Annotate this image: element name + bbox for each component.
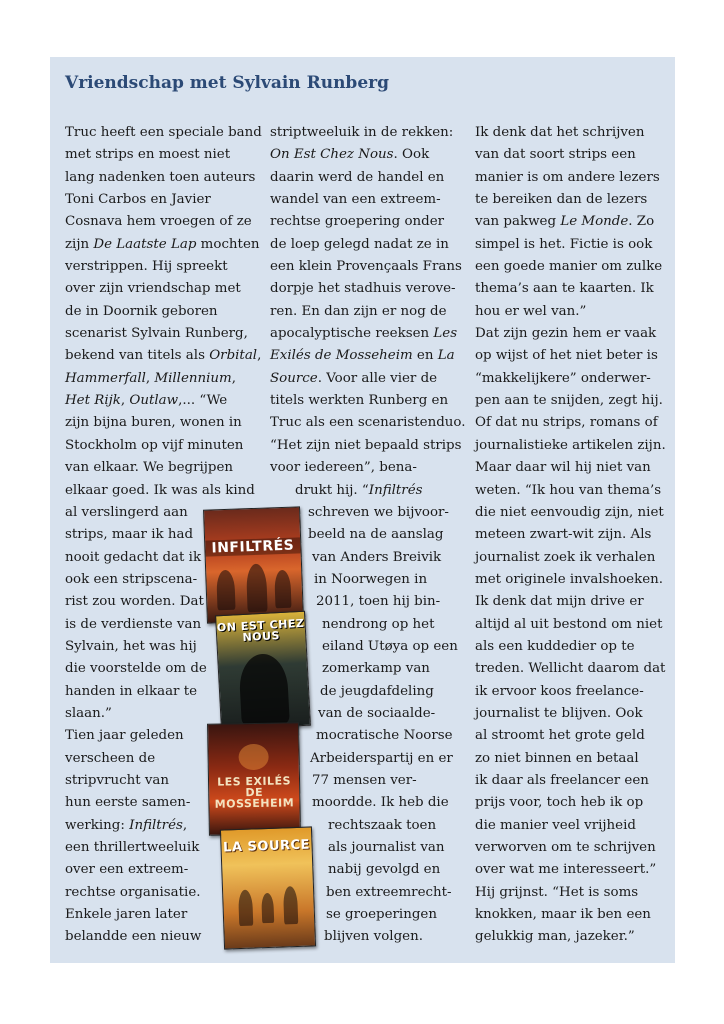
- text-segment: meteen zwart-wit zijn. Als: [475, 527, 652, 543]
- text-segment: daarin werd de handel en: [270, 169, 445, 185]
- text-segment: ren. En dan zijn er nog de: [270, 303, 447, 319]
- text-line: [270, 480, 466, 502]
- text-segment: voor iedereen”, bena-: [270, 460, 417, 476]
- text-line: [65, 278, 262, 300]
- text-segment: in Noorwegen in: [314, 571, 428, 587]
- text-segment: ,: [231, 370, 237, 386]
- italic-text: Les: [433, 326, 458, 342]
- text-segment: journalistieke artikelen zijn.: [475, 437, 666, 453]
- text-line: [270, 278, 466, 300]
- text-segment: rist zou worden. Dat: [65, 594, 204, 610]
- text-segment: met originele invalshoeken.: [475, 571, 664, 587]
- italic-text: Orbital: [209, 348, 258, 364]
- italic-text: Infiltrés: [368, 482, 423, 498]
- text-line: [475, 211, 666, 233]
- text-segment: ook een stripscena-: [65, 571, 198, 587]
- text-segment: eiland Utøya op een: [322, 638, 458, 654]
- text-line: [475, 368, 666, 390]
- text-line: [270, 234, 466, 256]
- text-line: [475, 502, 666, 524]
- text-line: [65, 211, 262, 233]
- article-title: Vriendschap met Sylvain Runberg: [65, 73, 389, 93]
- italic-text: Le Monde: [560, 214, 629, 230]
- text-line: [65, 435, 262, 457]
- text-segment: Dat zijn gezin hem er vaak: [475, 326, 657, 342]
- text-column-3: [475, 122, 666, 949]
- book-cover-les-exiles-de-mosseheim: [207, 722, 301, 836]
- italic-text: La: [437, 348, 455, 364]
- text-segment: titels werkten Runberg en: [270, 393, 449, 409]
- text-line: [475, 569, 666, 591]
- text-segment: Enkele jaren later: [65, 907, 188, 923]
- text-segment: over zijn vriendschap met: [65, 281, 241, 297]
- text-line: [65, 167, 262, 189]
- text-line: [475, 167, 666, 189]
- text-segment: verscheen de: [65, 750, 156, 766]
- text-line: [475, 144, 666, 166]
- text-line: [65, 234, 262, 256]
- text-line: [270, 256, 466, 278]
- text-segment: journalist te blijven. Ook: [475, 705, 643, 721]
- text-segment: zomerkamp van: [322, 661, 430, 677]
- text-segment: ,: [120, 393, 130, 409]
- text-line: [65, 144, 262, 166]
- text-segment: mochten: [196, 236, 260, 252]
- text-segment: . Ook: [393, 147, 430, 163]
- text-segment: zijn: [65, 236, 94, 252]
- text-line: [475, 636, 666, 658]
- text-segment: Maar daar wil hij niet van: [475, 460, 651, 476]
- text-line: [475, 748, 666, 770]
- text-line: [475, 614, 666, 636]
- text-line: [270, 412, 466, 434]
- text-line: [65, 256, 262, 278]
- text-line: [270, 144, 466, 166]
- text-segment: ,: [182, 817, 188, 833]
- text-segment: een goede manier om zulke: [475, 259, 663, 275]
- text-segment: 77 mensen ver-: [312, 772, 417, 788]
- text-segment: nendrong op het: [322, 616, 435, 632]
- text-segment: Stockholm op vijf minuten: [65, 437, 244, 453]
- text-segment: ik ervoor koos freelance-: [475, 683, 644, 699]
- text-line: [270, 122, 466, 144]
- text-line: [475, 189, 666, 211]
- text-line: [475, 770, 666, 792]
- text-line: [270, 345, 466, 367]
- text-line: [475, 725, 666, 747]
- text-segment: over een extreem-: [65, 862, 189, 878]
- italic-text: De Laatste Lap: [93, 236, 197, 252]
- text-segment: die niet eenvoudig zijn, niet: [475, 504, 664, 520]
- text-segment: lang nadenken toen auteurs: [65, 169, 256, 185]
- italic-text: Exilés de Mosseheim: [270, 348, 413, 364]
- text-segment: dorpje het stadhuis verove-: [270, 281, 456, 297]
- text-line: [475, 591, 666, 613]
- text-line: [270, 211, 466, 233]
- text-segment: gelukkig man, jazeker.”: [475, 929, 635, 945]
- text-segment: al stroomt het grote geld: [475, 728, 645, 744]
- text-line: [270, 435, 466, 457]
- text-segment: beeld na de aanslag: [308, 527, 444, 543]
- text-segment: “Het zijn niet bepaald strips: [270, 437, 462, 453]
- text-segment: hun eerste samen-: [65, 795, 191, 811]
- book-cover-infiltres: [203, 506, 304, 623]
- text-segment: handen in elkaar te: [65, 683, 198, 699]
- text-line: [475, 904, 666, 926]
- text-segment: met strips en moest niet: [65, 147, 231, 163]
- text-segment: knokken, maar ik ben een: [475, 907, 651, 923]
- text-line: [475, 323, 666, 345]
- italic-text: Infiltrés: [129, 817, 183, 833]
- text-segment: en: [412, 348, 438, 364]
- text-segment: van pakweg: [475, 214, 561, 230]
- italic-text: Het Rijk: [65, 393, 121, 409]
- text-segment: scenarist Sylvain Runberg,: [65, 326, 248, 342]
- text-segment: die voorstelde om de: [65, 661, 207, 677]
- text-segment: van dat soort strips een: [475, 147, 636, 163]
- italic-text: Hammerfall: [65, 370, 146, 386]
- text-segment: als journalist van: [328, 840, 445, 855]
- text-line: [65, 412, 262, 434]
- text-segment: al verslingerd aan: [65, 504, 188, 520]
- text-segment: Of dat nu strips, romans of: [475, 415, 658, 431]
- text-segment: Ik denk dat mijn drive er: [475, 594, 644, 610]
- text-line: [475, 547, 666, 569]
- italic-text: Millennium: [154, 370, 232, 386]
- text-line: [475, 815, 666, 837]
- cover-title: LA SOURCE: [222, 837, 311, 856]
- text-segment: 2011, toen hij bin-: [316, 594, 441, 610]
- text-line: [65, 390, 262, 412]
- text-segment: se groeperingen: [326, 907, 437, 923]
- text-segment: de loep gelegd nadat ze in: [270, 236, 449, 252]
- text-segment: is de verdienste van: [65, 616, 202, 632]
- text-line: [65, 189, 262, 211]
- book-cover-on-est-chez-nous: [215, 611, 311, 731]
- text-line: [65, 480, 262, 502]
- text-line: [270, 167, 466, 189]
- text-segment: slaan.”: [65, 705, 112, 721]
- text-line: [270, 368, 466, 390]
- text-segment: Tien jaar geleden: [65, 728, 184, 744]
- text-segment: treden. Wellicht daarom dat: [475, 661, 666, 677]
- text-segment: Arbeiderspartij en er: [310, 750, 453, 766]
- text-segment: prijs voor, toch heb ik op: [475, 795, 644, 811]
- text-line: [65, 301, 262, 323]
- text-segment: hou er wel van.”: [475, 303, 587, 319]
- text-line: [475, 837, 666, 859]
- text-segment: ben extreemrecht-: [326, 884, 452, 900]
- text-segment: apocalyptische reeksen: [270, 326, 434, 342]
- text-segment: bekend van titels als: [65, 348, 210, 364]
- text-line: [65, 323, 262, 345]
- text-segment: stripvrucht van: [65, 772, 170, 788]
- text-line: [270, 457, 466, 479]
- text-line: [475, 435, 666, 457]
- italic-text: On Est Chez Nous: [270, 147, 394, 163]
- text-segment: een klein Provençaals Frans: [270, 259, 462, 275]
- text-segment: zo niet binnen en betaal: [475, 750, 639, 766]
- text-segment: moordde. Ik heb die: [312, 795, 449, 811]
- text-line: [475, 345, 666, 367]
- text-segment: die manier veel vrijheid: [475, 817, 636, 833]
- text-segment: rechtse organisatie.: [65, 884, 201, 900]
- text-segment: verworven om te schrijven: [475, 840, 656, 855]
- text-segment: altijd al uit bestond om niet: [475, 616, 663, 632]
- text-line: [475, 681, 666, 703]
- text-segment: van Anders Breivik: [312, 549, 442, 565]
- text-segment: . Voor alle vier de: [317, 370, 438, 386]
- book-cover-la-source: [220, 826, 316, 949]
- text-segment: nooit gedacht dat ik: [65, 549, 202, 565]
- cover-title: ON EST CHEZ NOUS: [216, 616, 305, 645]
- text-line: [65, 345, 262, 367]
- text-segment: Hij grijnst. “Het is soms: [475, 884, 639, 900]
- text-segment: strips, maar ik had: [65, 527, 194, 543]
- text-segment: pen aan te snijden, zegt hij.: [475, 393, 663, 409]
- text-line: [475, 703, 666, 725]
- text-segment: de in Doornik geboren: [65, 303, 218, 319]
- italic-text: Outlaw: [129, 393, 179, 409]
- text-line: [475, 859, 666, 881]
- text-line: [65, 122, 262, 144]
- text-segment: rechtszaak toen: [328, 817, 437, 833]
- cover-title: INFILTRÉS: [205, 537, 301, 556]
- text-segment: nabij gevolgd en: [328, 862, 441, 878]
- text-segment: thema’s aan te kaarten. Ik: [475, 281, 654, 297]
- text-line: [475, 234, 666, 256]
- text-segment: over wat me interesseert.”: [475, 862, 657, 878]
- text-segment: “makkelijkere” onderwer-: [475, 370, 651, 386]
- text-segment: te bereiken dan de lezers: [475, 192, 648, 208]
- text-segment: werking:: [65, 817, 130, 833]
- text-segment: Cosnava hem vroegen of ze: [65, 214, 252, 230]
- text-line: [270, 301, 466, 323]
- text-segment: wandel van een extreem-: [270, 192, 441, 208]
- text-line: [270, 189, 466, 211]
- italic-text: Source: [270, 370, 318, 386]
- text-line: [475, 524, 666, 546]
- text-line: [475, 457, 666, 479]
- text-segment: ik daar als freelancer een: [475, 772, 649, 788]
- text-line: [475, 926, 666, 948]
- text-segment: ,: [257, 348, 262, 364]
- text-line: [475, 480, 666, 502]
- text-segment: Sylvain, het was hij: [65, 638, 197, 654]
- text-segment: schreven we bijvoor-: [308, 504, 449, 520]
- text-line: [270, 323, 466, 345]
- text-segment: zijn bijna buren, wonen in: [65, 415, 242, 431]
- text-segment: de jeugdafdeling: [320, 683, 434, 699]
- text-line: [475, 658, 666, 680]
- text-segment: striptweeluik in de rekken:: [270, 125, 454, 140]
- text-line: [475, 882, 666, 904]
- text-line: [475, 792, 666, 814]
- text-segment: elkaar goed. Ik was als kind: [65, 482, 255, 498]
- text-line: [65, 457, 262, 479]
- text-segment: een thrillertweeluik: [65, 840, 200, 855]
- text-line: [65, 368, 262, 390]
- text-segment: belandde een nieuw: [65, 929, 202, 945]
- text-segment: manier is om andere lezers: [475, 169, 660, 185]
- text-segment: ,: [145, 370, 155, 386]
- text-segment: Toni Carbos en Javier: [65, 192, 211, 208]
- text-segment: simpel is het. Fictie is ook: [475, 236, 653, 252]
- text-segment: . Zo: [628, 214, 655, 230]
- text-line: [475, 390, 666, 412]
- text-segment: rechtse groepering onder: [270, 214, 445, 230]
- text-segment: Truc als een scenaristenduo.: [270, 415, 466, 431]
- text-segment: van elkaar. We begrijpen: [65, 460, 234, 476]
- text-line: [475, 122, 666, 144]
- text-line: [475, 256, 666, 278]
- text-segment: Ik denk dat het schrijven: [475, 125, 645, 140]
- text-segment: journalist zoek ik verhalen: [475, 549, 656, 565]
- text-segment: als een kuddedier op te: [475, 638, 635, 654]
- text-segment: verstrippen. Hij spreekt: [65, 259, 228, 275]
- text-segment: op wijst of het niet beter is: [475, 348, 658, 364]
- text-segment: drukt hij. “: [295, 482, 369, 498]
- text-segment: Truc heeft een speciale band: [65, 125, 262, 140]
- text-line: [475, 278, 666, 300]
- text-segment: blijven volgen.: [324, 929, 423, 945]
- text-line: [270, 390, 466, 412]
- text-line: [475, 301, 666, 323]
- text-segment: mocratische Noorse: [316, 728, 453, 744]
- text-segment: van de sociaalde-: [318, 705, 436, 721]
- text-segment: ,... “We: [178, 393, 228, 409]
- cover-title: LES EXILÉS DE MOSSEHEIM: [214, 774, 295, 811]
- text-line: [475, 412, 666, 434]
- text-segment: weten. “Ik hou van thema’s: [475, 482, 662, 498]
